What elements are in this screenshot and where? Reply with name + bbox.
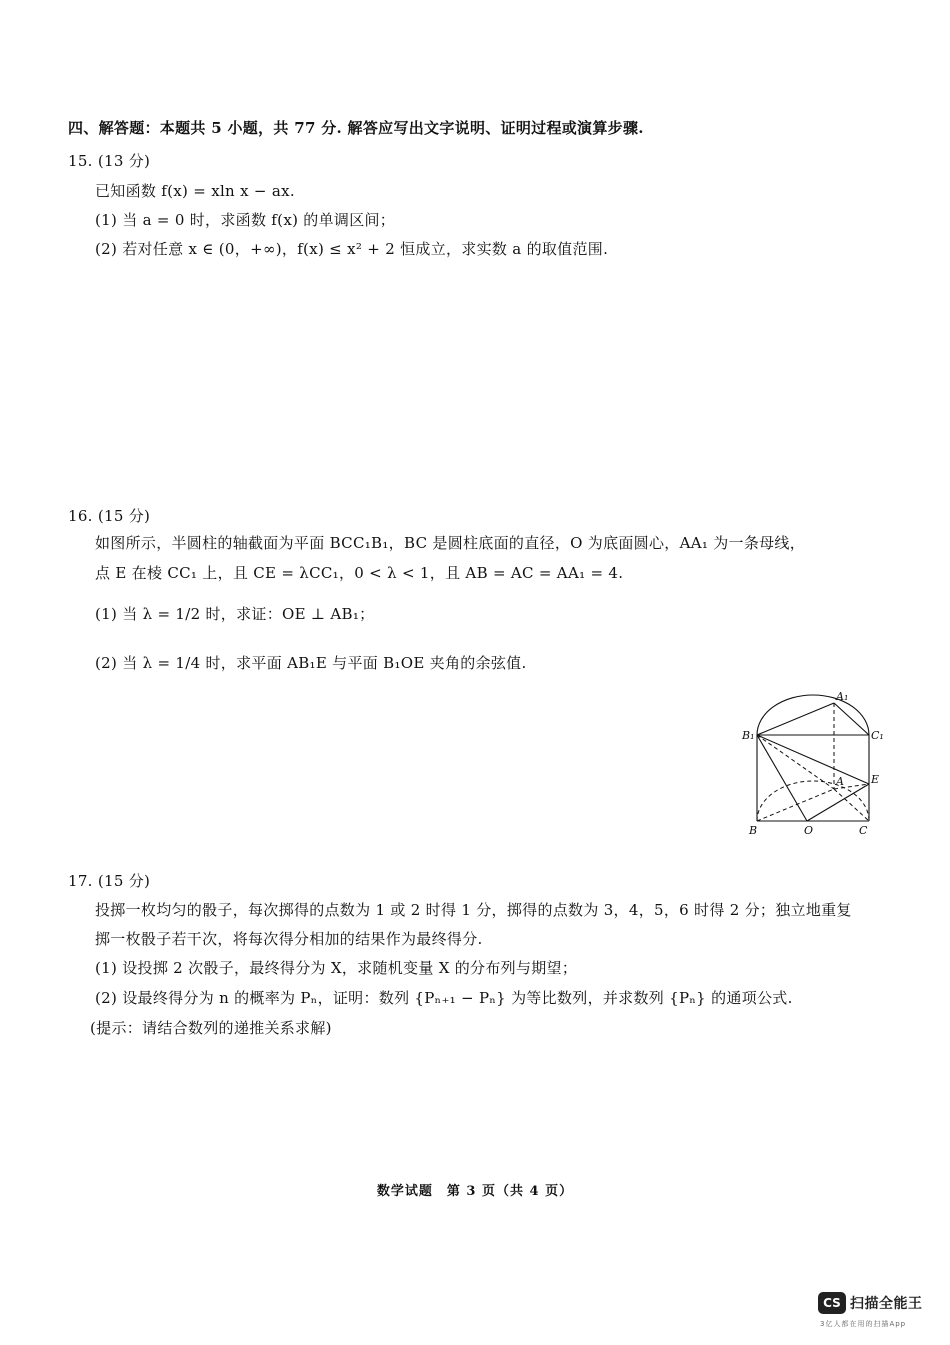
edge-ba [757, 789, 834, 821]
q16-stem-line2: 点 E 在棱 CC₁ 上，且 CE = λCC₁，0 < λ < 1，且 AB = AC = AA₁ = 4. [95, 564, 624, 582]
edge-b1a [757, 735, 834, 789]
label-c1: C₁ [871, 729, 884, 742]
label-a1: A₁ [836, 690, 849, 703]
label-b1: B₁ [742, 729, 755, 742]
page-footer: 数学试题 第 3 页（共 4 页） [376, 1184, 574, 1199]
q16-number: 16. (15 分) [68, 507, 151, 525]
edge-b1a1 [757, 703, 834, 735]
q17-stem-line2: 掷一枚骰子若干次，将每次得分相加的结果作为最终得分. [95, 930, 483, 948]
half-cylinder-figure [740, 688, 882, 838]
edge-a1c1 [834, 703, 869, 735]
label-b: B [749, 824, 758, 837]
q17-number: 17. (15 分) [68, 872, 151, 890]
scanner-name: 扫描全能王 [850, 1296, 923, 1312]
edge-oe [807, 784, 869, 821]
scanner-tagline: 3亿人都在用的扫描App [820, 1320, 907, 1328]
edge-b1e [757, 735, 869, 784]
label-a: A [836, 775, 844, 788]
section-heading: 四、解答题：本题共 5 小题，共 77 分. 解答应写出文字说明、证明过程或演算步骤. [68, 119, 644, 137]
scanner-watermark [818, 1290, 938, 1332]
q17-part2: (2) 设最终得分为 n 的概率为 Pₙ，证明：数列 {Pₙ₊₁ − Pₙ} 为等比数列，并求数列 {Pₙ} 的通项公式. [95, 989, 793, 1007]
q15-part2: (2) 若对任意 x ∈ (0，+∞)，f(x) ≤ x² + 2 恒成立，求实数 a 的取值范围. [95, 240, 609, 258]
q16-part1: (1) 当 λ = 1/2 时，求证：OE ⊥ AB₁； [95, 605, 375, 623]
q17-stem-line1: 投掷一枚均匀的骰子，每次掷得的点数为 1 或 2 时得 1 分，掷得的点数为 3，4，5，6 时得 2 分；独立地重复 [95, 901, 852, 919]
edge-b1o [757, 735, 807, 821]
q15-part1: (1) 当 a = 0 时，求函数 f(x) 的单调区间； [95, 211, 396, 229]
q15-number: 15. (13 分) [68, 152, 151, 170]
label-e: E [871, 773, 880, 786]
q17-hint: (提示：请结合数列的递推关系求解) [90, 1019, 332, 1037]
q16-part2: (2) 当 λ = 1/4 时，求平面 AB₁E 与平面 B₁OE 夹角的余弦值. [95, 654, 527, 672]
q15-stem: 已知函数 f(x) = xln x − ax. [95, 182, 295, 200]
label-o: O [804, 824, 814, 837]
top-arc [757, 695, 869, 735]
q17-part1: (1) 设投掷 2 次骰子，最终得分为 X，求随机变量 X 的分布列与期望； [95, 959, 578, 977]
bottom-arc [757, 781, 869, 821]
label-c: C [859, 824, 868, 837]
q16-stem-line1: 如图所示，半圆柱的轴截面为平面 BCC₁B₁，BC 是圆柱底面的直径，O 为底面圆心，AA₁ 为一条母线， [95, 534, 806, 552]
scanner-logo-icon: CS [818, 1292, 846, 1314]
